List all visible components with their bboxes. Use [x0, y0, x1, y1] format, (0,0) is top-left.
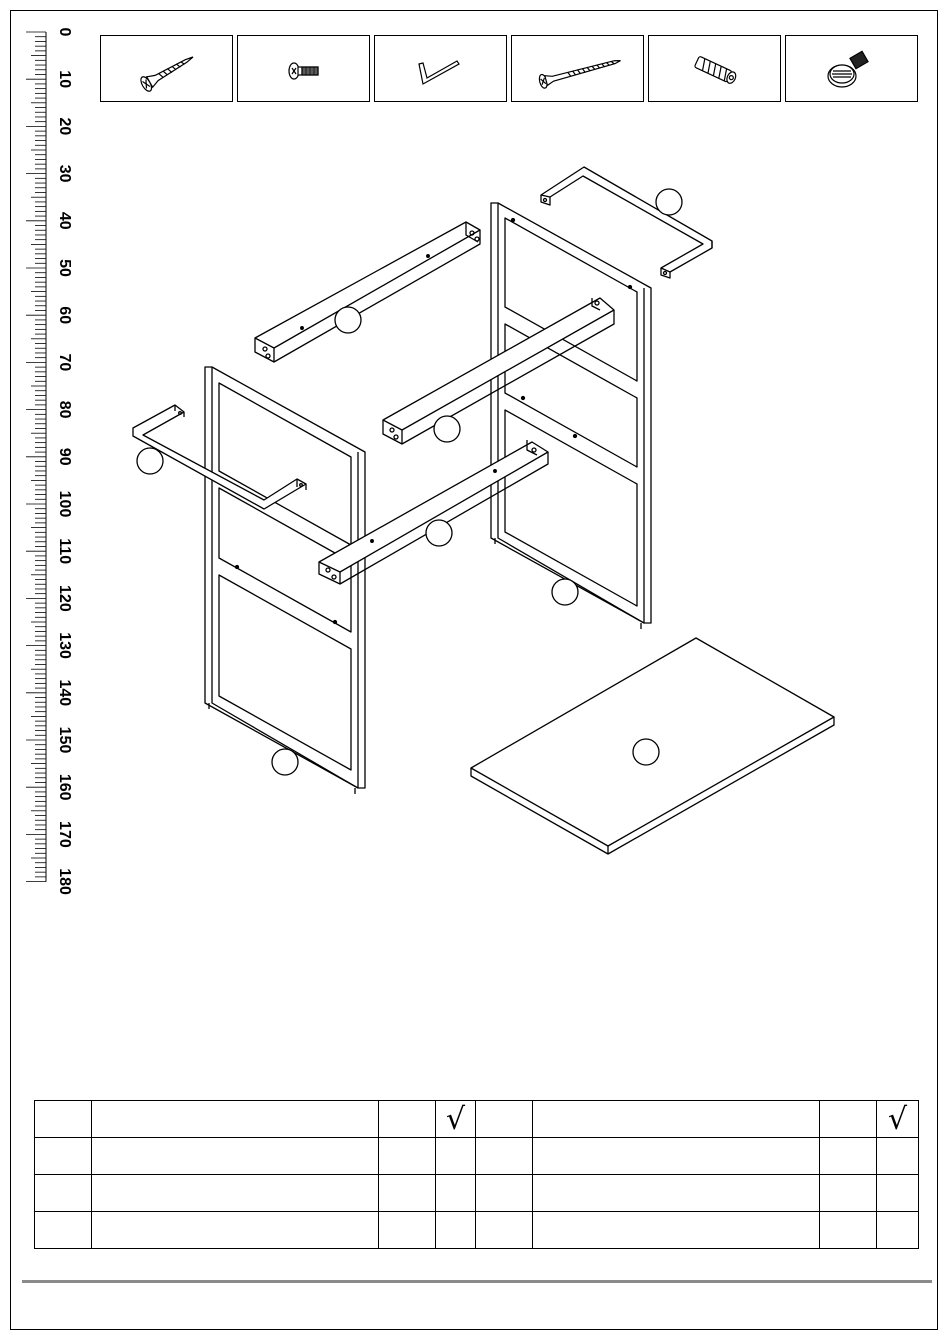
- callout-circle-5: [426, 520, 452, 546]
- callout-circle-6: [552, 579, 578, 605]
- table-row: [35, 1101, 919, 1138]
- ruler-label: 170: [56, 821, 73, 848]
- table-cell: [35, 1212, 92, 1249]
- table-cell: [820, 1175, 877, 1212]
- table-row: [35, 1138, 919, 1175]
- callout-circle-2: [335, 307, 361, 333]
- long-screw-icon: [512, 36, 645, 103]
- check-mark-cell: √: [436, 1101, 476, 1138]
- right-side-frame: [491, 203, 651, 629]
- ruler-label: 10: [56, 70, 73, 89]
- hardware-box-3: [374, 35, 507, 102]
- table-cell: [877, 1138, 919, 1175]
- table-row: [35, 1175, 919, 1212]
- table-cell: [533, 1101, 820, 1138]
- table-cell: [35, 1138, 92, 1175]
- table-cell: [877, 1212, 919, 1249]
- table-cell: [436, 1175, 476, 1212]
- assembly-drawing: [100, 150, 860, 870]
- parts-table-body: [35, 1101, 919, 1249]
- table-cell: [436, 1212, 476, 1249]
- table-cell: [476, 1212, 533, 1249]
- table-cell: [533, 1138, 820, 1175]
- ruler-label: 180: [56, 868, 73, 895]
- table-cell: [820, 1212, 877, 1249]
- wall-plug-icon: [649, 36, 782, 103]
- ruler: [20, 20, 90, 900]
- footer-rule: [22, 1280, 932, 1283]
- table-cell: [436, 1138, 476, 1175]
- machine-bolt-icon: [238, 36, 371, 103]
- hardware-box-1: [100, 35, 233, 102]
- table-cell: [92, 1101, 379, 1138]
- table-cell: [35, 1101, 92, 1138]
- table-cell: [476, 1138, 533, 1175]
- table-cell: [379, 1175, 436, 1212]
- ruler-label: 20: [56, 117, 73, 136]
- top-back-rail: [255, 222, 480, 362]
- table-cell: [379, 1212, 436, 1249]
- hardware-box-6: [785, 35, 918, 102]
- table-cell: [379, 1138, 436, 1175]
- table-cell: [476, 1101, 533, 1138]
- ruler-label: 160: [56, 773, 73, 801]
- table-cell: [877, 1175, 919, 1212]
- ruler-label: 40: [56, 211, 73, 230]
- hardware-box-5: [648, 35, 781, 102]
- callout-circle-4: [137, 448, 163, 474]
- ruler-label: 130: [56, 632, 73, 659]
- ruler-label: 90: [56, 447, 73, 466]
- ruler-label: 0: [56, 27, 73, 37]
- table-cell: [533, 1175, 820, 1212]
- wood-screw-icon: [101, 36, 234, 103]
- allen-key-icon: [375, 36, 508, 103]
- ruler-label: 150: [56, 726, 73, 754]
- check-mark-cell: √: [877, 1101, 919, 1138]
- table-cell: [476, 1175, 533, 1212]
- hardware-box-2: [237, 35, 370, 102]
- ruler-label: 80: [56, 400, 73, 419]
- ruler-label: 50: [56, 259, 73, 277]
- table-row: [35, 1212, 919, 1249]
- table-cell: [35, 1175, 92, 1212]
- callout-circle-3: [434, 416, 460, 442]
- parts-table: [34, 1100, 919, 1249]
- table-cell: [820, 1101, 877, 1138]
- callout-circle-1: [656, 189, 682, 215]
- callout-circle-7: [633, 739, 659, 765]
- callout-circle-8: [272, 749, 298, 775]
- hardware-row: [100, 35, 920, 103]
- ruler-label: 60: [56, 306, 73, 325]
- ruler-label: 30: [56, 164, 73, 183]
- table-cell: [92, 1138, 379, 1175]
- table-cell: [820, 1138, 877, 1175]
- ruler-label: 100: [56, 490, 73, 518]
- table-cell: [379, 1101, 436, 1138]
- ruler-label: 120: [56, 585, 73, 612]
- table-cell: [92, 1212, 379, 1249]
- ruler-label: 140: [56, 679, 73, 707]
- ruler-label: 110: [56, 538, 73, 565]
- ruler-label: 70: [56, 353, 73, 372]
- leveling-foot-icon: [786, 36, 919, 103]
- table-cell: [92, 1175, 379, 1212]
- table-cell: [533, 1212, 820, 1249]
- hardware-box-4: [511, 35, 644, 102]
- left-side-frame: [205, 367, 365, 794]
